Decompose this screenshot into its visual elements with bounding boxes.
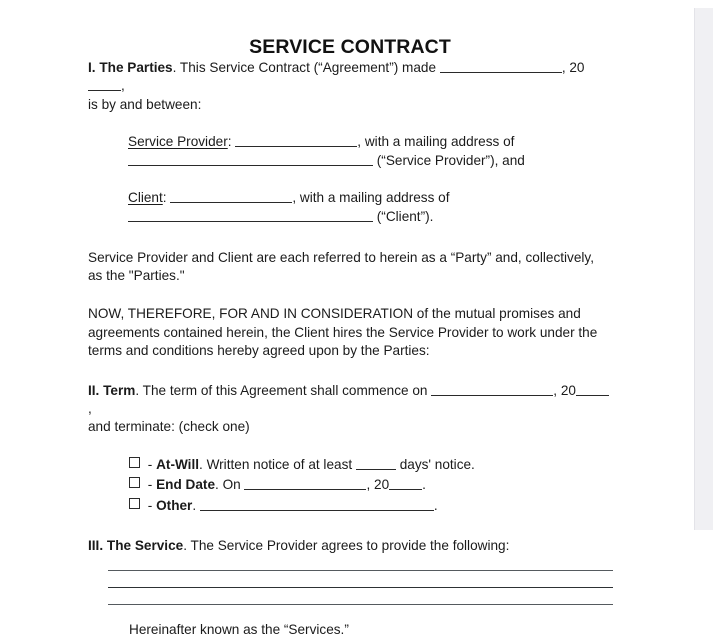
service-provider-address-blank[interactable] [128,153,373,166]
other-detail-blank[interactable] [200,498,434,511]
parties-intro-mid: , 20 [561,60,585,75]
term-option-end-date[interactable] [129,475,612,496]
service-blank-line-3[interactable] [108,604,613,605]
end-date-dash: - [144,477,157,493]
parties-intro-line2: is by and between: [88,96,202,112]
client-colon: : [162,190,171,206]
service-blank-line-1[interactable] [108,570,613,571]
end-date-date-blank[interactable] [244,477,366,490]
parties-year-blank[interactable] [88,78,121,91]
checkbox-at-will-icon[interactable] [129,457,140,468]
term-option-other[interactable] [129,496,612,517]
client-label: Client [128,190,163,206]
section-service-heading: III. The Service [88,538,184,554]
client-block [128,189,612,226]
term-intro-text: . The term of this Agreement shall commence on [135,382,432,398]
section-parties-heading: I. The Parties [88,60,173,75]
other-period: . [433,497,438,513]
end-date-label: End Date [156,477,216,493]
service-provider-line2-text: (“Service Provider”), and [373,152,525,168]
document-body [88,0,612,639]
vertical-scrollbar[interactable] [694,8,713,530]
term-year-blank[interactable] [576,383,609,396]
term-options-list [129,455,612,517]
at-will-text-after: days' notice. [395,456,475,472]
section-parties-intro [88,59,612,114]
term-option-at-will[interactable] [129,455,612,476]
client-name-blank[interactable] [170,190,292,203]
section-term-intro [88,382,612,437]
party-definition-paragraph: Service Provider and Client are each referred to herein as a “Party” and, collectively, as the "Parties." [88,249,594,283]
service-provider-after-blank: , with a mailing address of [357,134,515,150]
term-date-blank[interactable] [431,383,553,396]
consideration-paragraph: NOW, THEREFORE, FOR AND IN CONSIDERATION of the mutual promises and agreements contained herein, the Client hires the Service Provider to work under the terms and conditions hereby agreed upon by the Parties: [88,306,598,359]
end-date-text-before: . On [215,477,245,493]
service-provider-line [128,133,612,170]
parties-intro-text: . This Service Contract (“Agreement”) made [172,60,440,75]
end-date-year-blank[interactable] [389,477,422,490]
document-title: SERVICE CONTRACT [249,36,451,58]
at-will-label: At-Will [156,456,200,472]
other-label: Other [156,497,193,513]
service-provider-name-blank[interactable] [235,134,357,147]
parties-intro-comma: , [121,78,125,94]
section-term-heading: II. Term [88,382,136,398]
parties-date-blank[interactable] [440,60,562,73]
term-intro-mid: , 20 [553,382,576,398]
service-footer-partial: Hereinafter known as the “Services.” [129,621,349,637]
client-line [128,189,612,226]
service-intro-text: . The Service Provider agrees to provide the following: [183,538,510,554]
end-date-text-after: , 20 [366,477,390,493]
term-intro-line2: and terminate: (check one) [88,419,250,435]
at-will-dash: - [144,456,157,472]
other-text-before: . [192,497,200,513]
client-after-blank: , with a mailing address of [292,190,450,206]
client-line2-text: (“Client”). [373,209,434,224]
service-provider-colon: : [227,134,236,150]
end-date-period: . [422,477,426,493]
at-will-text-before: . Written notice of at least [199,456,356,472]
service-provider-block [128,133,612,170]
client-address-blank[interactable] [128,209,373,222]
at-will-days-blank[interactable] [356,457,396,470]
service-blank-line-2[interactable] [108,587,613,588]
other-dash: - [144,497,157,513]
checkbox-end-date-icon[interactable] [129,477,140,488]
service-provider-label: Service Provider [128,134,228,150]
checkbox-other-icon[interactable] [129,498,140,509]
section-service-intro [88,537,612,555]
service-description-lines [108,570,612,605]
term-intro-comma: , [88,401,92,417]
